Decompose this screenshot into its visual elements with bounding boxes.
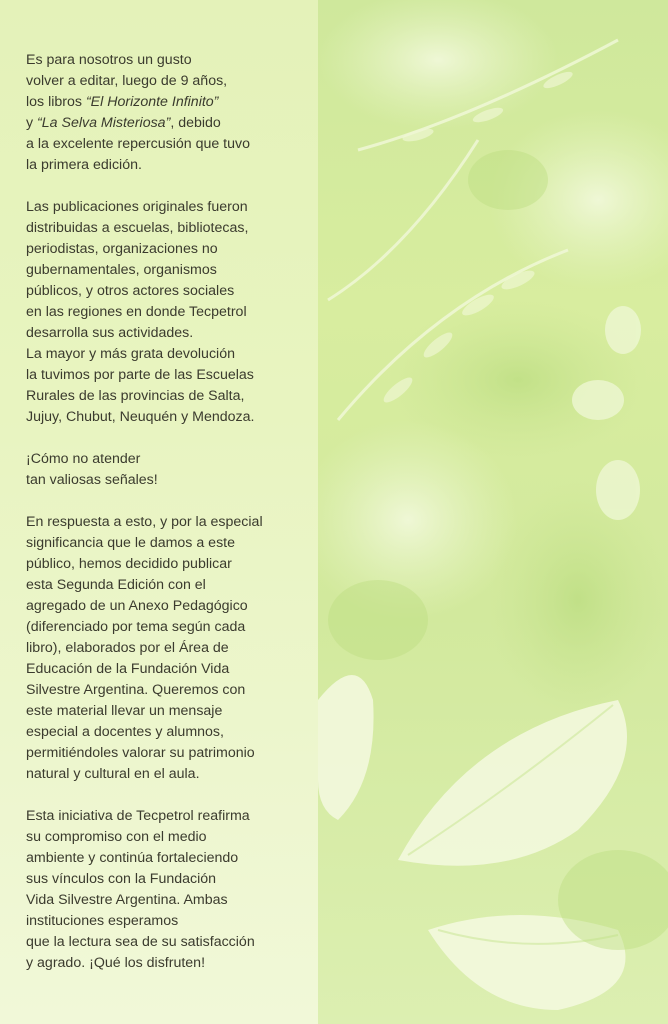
book-title: “El Horizonte Infinito” [85,94,219,110]
text-segment: (diferenciado por tema según cada [26,619,246,635]
paragraph [26,50,306,176]
text-segment: permitiéndoles valorar su patrimonio [26,745,255,761]
text-segment: Jujuy, Chubut, Neuquén y Mendoza. [26,409,255,425]
text-segment: distribuidas a escuelas, bibliotecas, [26,220,249,236]
text-segment: y [26,115,38,131]
text-segment: ¡Cómo no atender [26,451,141,467]
text-segment: gubernamentales, organismos [26,262,217,278]
text-line [26,869,306,890]
text-line [26,365,306,386]
text-segment: desarrolla sus actividades. [26,325,194,341]
text-line [26,890,306,911]
text-segment: Esta iniciativa de Tecpetrol reafirma [26,808,250,824]
text-segment: volver a editar, luego de 9 años, [26,73,228,89]
text-segment: su compromiso con el medio [26,829,207,845]
text-line [26,92,306,113]
text-segment: Es para nosotros un gusto [26,52,192,68]
text-segment: a la excelente repercusión que tuvo [26,136,250,152]
text-line [26,554,306,575]
text-segment: instituciones esperamos [26,913,179,929]
text-line [26,260,306,281]
text-segment: Silvestre Argentina. Queremos con [26,682,246,698]
text-line [26,659,306,680]
text-line [26,848,306,869]
text-segment: especial a docentes y alumnos, [26,724,224,740]
text-line [26,134,306,155]
text-line [26,743,306,764]
text-line [26,71,306,92]
text-segment: agregado de un Anexo Pedagógico [26,598,248,614]
text-line [26,449,306,470]
text-line [26,155,306,176]
text-segment: tan valiosas señales! [26,472,158,488]
text-line [26,638,306,659]
text-segment: , debido [170,115,221,131]
text-segment: ambiente y continúa fortaleciendo [26,850,239,866]
text-segment: sus vínculos con la Fundación [26,871,217,887]
text-segment: los libros [26,94,86,110]
text-line [26,533,306,554]
text-line [26,680,306,701]
text-line [26,806,306,827]
text-segment: y agrado. ¡Qué los disfruten! [26,955,206,971]
text-segment: en las regiones en donde Tecpetrol [26,304,247,320]
text-segment: significancia que le damos a este [26,535,235,551]
text-segment: Vida Silvestre Argentina. Ambas [26,892,228,908]
book-title: “La Selva Misteriosa” [37,115,171,131]
text-line [26,386,306,407]
body-text [26,50,306,995]
text-line [26,911,306,932]
paragraph [26,806,306,974]
paragraph [26,197,306,428]
text-line [26,407,306,428]
text-segment: La mayor y más grata devolución [26,346,235,362]
text-line [26,764,306,785]
text-line [26,575,306,596]
text-line [26,827,306,848]
paragraph [26,449,306,491]
text-segment: En respuesta a esto, y por la especial [26,514,263,530]
text-line [26,596,306,617]
text-line [26,722,306,743]
text-segment: Educación de la Fundación Vida [26,661,230,677]
text-line [26,932,306,953]
foliage-photo [318,0,668,1024]
text-line [26,344,306,365]
text-segment: que la lectura sea de su satisfacción [26,934,255,950]
text-line [26,953,306,974]
text-panel [0,0,318,1024]
text-segment: Rurales de las provincias de Salta, [26,388,245,404]
text-segment: este material llevar un mensaje [26,703,223,719]
text-segment: natural y cultural en el aula. [26,766,200,782]
text-line [26,113,306,134]
text-line [26,701,306,722]
text-line [26,239,306,260]
text-segment: la primera edición. [26,157,142,173]
text-segment: esta Segunda Edición con el [26,577,206,593]
text-segment: la tuvimos por parte de las Escuelas [26,367,254,383]
text-segment: Las publicaciones originales fueron [26,199,248,215]
text-line [26,281,306,302]
text-line [26,470,306,491]
text-segment: periodistas, organizaciones no [26,241,218,257]
text-line [26,218,306,239]
text-segment: libro), elaborados por el Área de [26,640,229,656]
text-line [26,617,306,638]
text-segment: público, hemos decidido publicar [26,556,232,572]
text-line [26,302,306,323]
text-segment: públicos, y otros actores sociales [26,283,235,299]
text-line [26,50,306,71]
text-line [26,512,306,533]
text-line [26,197,306,218]
paragraph [26,512,306,785]
foliage-illustration [318,0,668,1024]
text-line [26,323,306,344]
